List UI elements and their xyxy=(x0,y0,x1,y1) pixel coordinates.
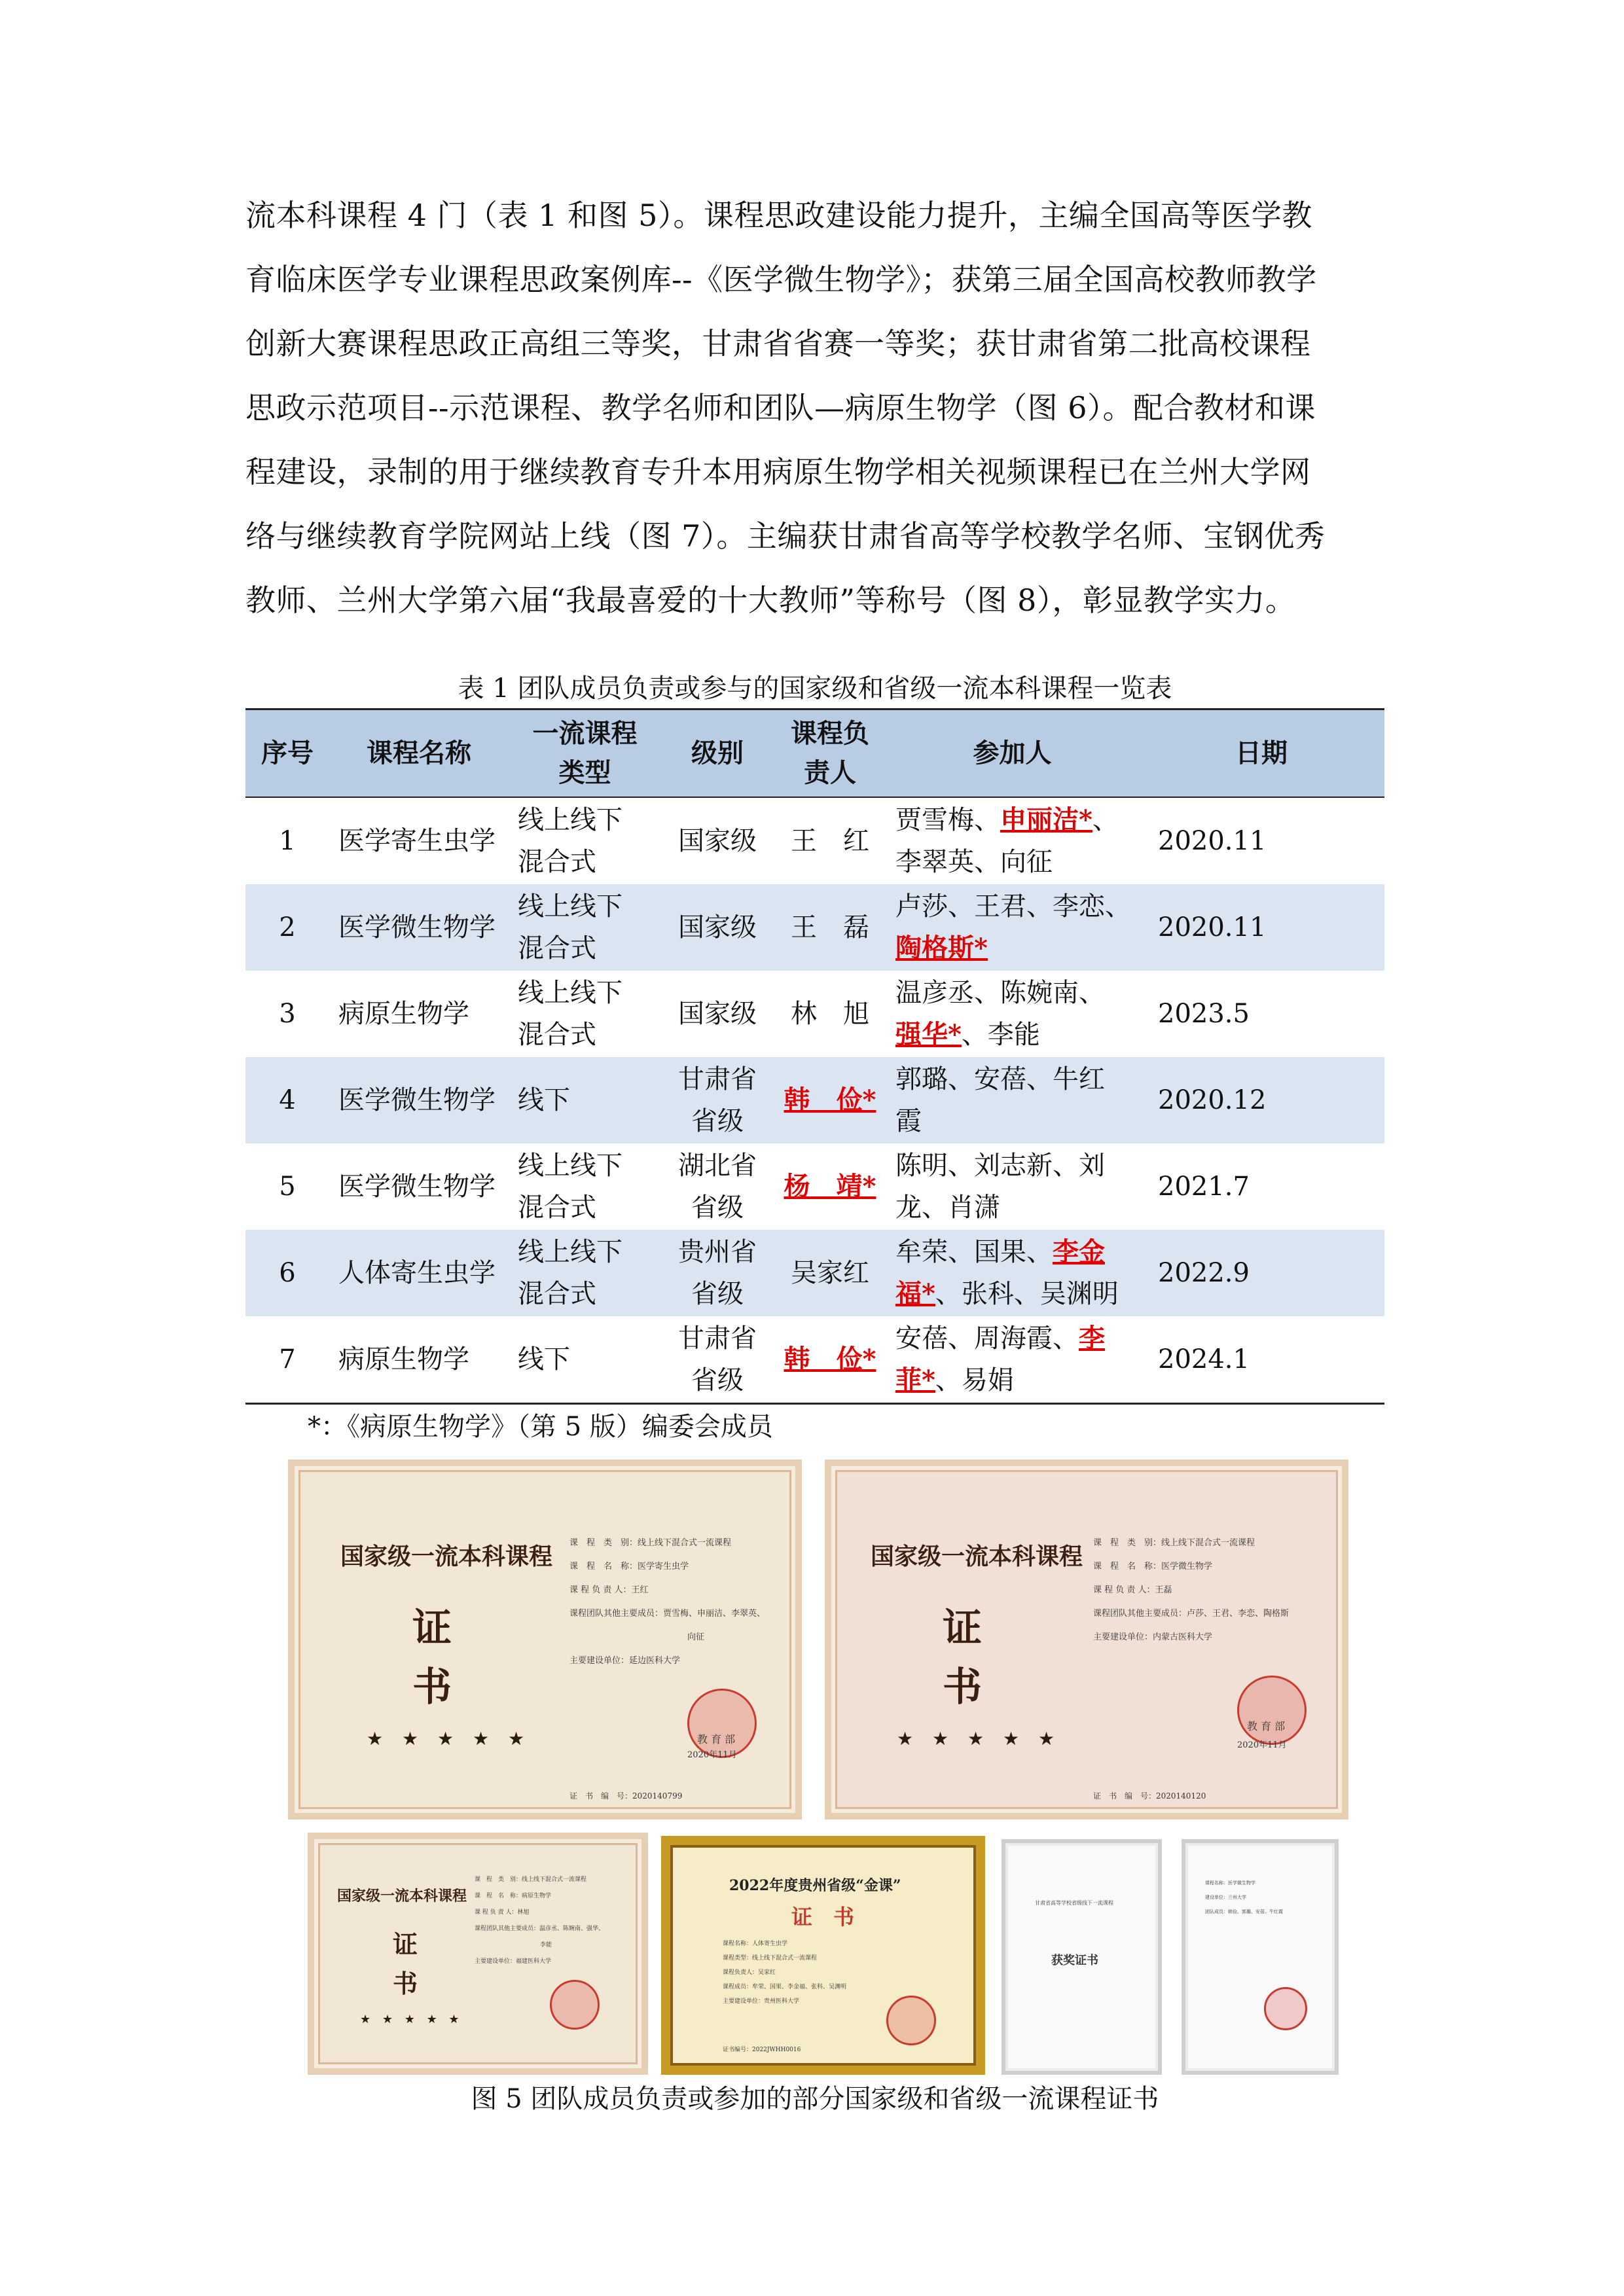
certificate-stars: ★ ★ ★ ★ ★ xyxy=(897,1728,1062,1749)
cell-level: 贵州省 省级 xyxy=(661,1230,774,1316)
paragraph-line: 程建设，录制的用于继续教育专升本用病原生物学相关视频课程已在兰州大学网 xyxy=(245,454,1311,490)
cell-level: 国家级 xyxy=(678,999,757,1029)
table-row xyxy=(245,1143,1384,1230)
cell-name: 人体寄生虫学 xyxy=(329,1230,509,1316)
header-date: 日期 xyxy=(1138,709,1384,798)
certificate-zheng: 证 xyxy=(393,1929,418,1959)
cell-members: 贾雪梅、申丽洁*、 李翠英、向征 xyxy=(895,804,1119,877)
figure-caption: 图 5 团队成员负责或参加的部分国家级和省级一流课程证书 xyxy=(471,2084,1159,2114)
cell-type: 线上线下 混合式 xyxy=(518,978,623,1050)
cell-members: 陈明、刘志新、刘 龙、肖潇 xyxy=(895,1151,1105,1223)
certificate-info: 课程名称：医学微生物学 建设单位：兰州大学 团队成员：韩俭、郭璐、安蓓、牛红霞 xyxy=(1205,1880,1283,1914)
cell-date: 2020.11 xyxy=(1138,884,1384,971)
cell-lead: 杨 靖* xyxy=(784,1171,876,1202)
table-caption: 表 1 团队成员负责或参与的国家级和省级一流本科课程一览表 xyxy=(458,673,1172,704)
certificate-gansu-detail xyxy=(1182,1839,1339,2075)
header-idx: 序号 xyxy=(245,709,329,798)
certificate-subtitle: 证 书 xyxy=(791,1905,855,1929)
table-row xyxy=(245,971,1384,1057)
header-level: 级别 xyxy=(661,709,774,798)
certificate-shu: 书 xyxy=(412,1664,452,1710)
cell-lead: 林 旭 xyxy=(791,999,869,1029)
certificate-info: 课程名称：人体寄生虫学 课程类型：线上线下混合式一流课程 课程负责人：吴家红 课程成员：牟荣、国果、李金福、张科、吴渊明 主要建设单位：贵州医科大学 xyxy=(723,1941,847,2005)
cell-idx: 2 xyxy=(245,884,329,971)
cell-type: 线下 xyxy=(509,1316,661,1404)
certificate-national-3 xyxy=(308,1833,648,2075)
certificate-shu: 书 xyxy=(393,1969,418,1998)
table-footnote: *：《病原生物学》（第 5 版）编委会成员 xyxy=(308,1412,773,1442)
cell-lead: 王 红 xyxy=(791,826,869,856)
cell-date: 2022.9 xyxy=(1138,1230,1384,1316)
cell-date: 2023.5 xyxy=(1158,999,1250,1029)
cell-date: 2021.7 xyxy=(1158,1172,1250,1202)
table-header-row xyxy=(245,709,1384,798)
cell-type: 线上线下 混合式 xyxy=(509,1230,661,1316)
cell-members: 安蓓、周海霞、李 菲*、易娟 xyxy=(886,1316,1138,1404)
cell-level: 甘肃省 省级 xyxy=(661,1057,774,1143)
header-type: 一流课程 类型 xyxy=(509,709,661,798)
cell-lead: 韩 俭* xyxy=(774,1057,886,1143)
cell-name: 病原生物学 xyxy=(338,999,469,1029)
certificate-title: 国家级一流本科课程 xyxy=(337,1888,467,1905)
cell-name: 医学微生物学 xyxy=(338,1172,496,1202)
certificate-national-1 xyxy=(288,1460,802,1820)
cell-idx: 5 xyxy=(279,1172,296,1202)
cell-lead: 吴家红 xyxy=(774,1230,886,1316)
cell-idx: 4 xyxy=(245,1057,329,1143)
cell-idx: 6 xyxy=(245,1230,329,1316)
seal-icon xyxy=(1237,1676,1307,1745)
certificate-stars: ★ ★ ★ ★ ★ xyxy=(367,1728,532,1749)
certificate-info: 课 程 类 别：线上线下混合式一流课程 课 程 名 称：病原生物学 课 程 负 责 人：林旭 课程团队其他主要成员：温彦丞、陈婉南、强华、 李能 主要建设单位：福建医科大学 xyxy=(475,1876,605,1965)
cell-lead: 王 磊 xyxy=(774,884,886,971)
course-table xyxy=(245,708,1384,1405)
certificate-number: 证 书 编 号：2020140799 xyxy=(569,1791,683,1801)
certificate-info: 课 程 类 别：线上线下混合式一流课程 课 程 名 称：医学寄生虫学 课 程 负 责 人：王红 课程团队其他主要成员：贾雪梅、申丽洁、李翠英、 向征 主要建设单位：延边医科大学 xyxy=(569,1538,766,1666)
certificate-gansu-award xyxy=(1001,1839,1162,2075)
cell-type: 线下 xyxy=(509,1057,661,1143)
cell-level: 甘肃省 省级 xyxy=(661,1316,774,1404)
cell-idx: 1 xyxy=(279,826,296,856)
paragraph-line: 育临床医学专业课程思政案例库--《医学微生物学》；获第三届全国高校教师教学 xyxy=(245,262,1317,297)
certificate-zheng: 证 xyxy=(412,1605,452,1651)
certificate-national-2 xyxy=(825,1460,1348,1820)
cell-lead: 韩 俭* xyxy=(774,1316,886,1404)
table-row xyxy=(245,1316,1384,1404)
header-lead: 课程负 责人 xyxy=(774,709,886,798)
cell-members: 牟荣、国果、李金 福*、张科、吴渊明 xyxy=(886,1230,1138,1316)
certificate-number: 证 书 编 号：2020140120 xyxy=(1093,1791,1206,1801)
seal-icon xyxy=(886,1996,936,2045)
header-members: 参加人 xyxy=(886,709,1138,798)
cell-date: 2024.1 xyxy=(1138,1316,1384,1404)
paragraph-line: 思政示范项目--示范课程、教学名师和团队—病原生物学（图 6）。配合教材和课 xyxy=(245,390,1316,425)
certificate-info: 课 程 类 别：线上线下混合式一流课程 课 程 名 称：医学微生物学 课 程 负 责 人：王磊 课程团队其他主要成员：卢莎、王君、李恋、陶格斯 主要建设单位：内蒙古医科大学 xyxy=(1093,1538,1290,1642)
cell-name: 医学微生物学 xyxy=(329,1057,509,1143)
table-row xyxy=(245,884,1384,971)
certificate-title: 国家级一流本科课程 xyxy=(340,1543,553,1570)
paragraph-line: 教师、兰州大学第六届“我最喜爱的十大教师”等称号（图 8），彰显教学实力。 xyxy=(245,583,1296,618)
cell-type: 线上线下 混合式 xyxy=(518,1151,623,1223)
table-row xyxy=(245,1230,1384,1316)
paragraph-line: 流本科课程 4 门（表 1 和图 5）。课程思政建设能力提升，主编全国高等医学教 xyxy=(245,198,1312,233)
certificate-title: 国家级一流本科课程 xyxy=(871,1543,1083,1570)
cell-members: 卢莎、王君、李恋、 陶格斯* xyxy=(886,884,1138,971)
cell-date: 2020.11 xyxy=(1158,826,1267,856)
cell-members: 温彦丞、陈婉南、 强华*、李能 xyxy=(895,978,1105,1050)
seal-text: 教 育 部 xyxy=(697,1733,736,1746)
certificate-zheng: 证 xyxy=(943,1605,982,1651)
certificate-award: 获奖证书 xyxy=(1051,1954,1098,1967)
cell-idx: 3 xyxy=(279,999,296,1029)
cell-level: 国家级 xyxy=(678,826,757,856)
cell-idx: 7 xyxy=(245,1316,329,1404)
cell-name: 病原生物学 xyxy=(329,1316,509,1404)
seal-icon xyxy=(1264,1987,1307,2030)
cell-members: 郭璐、安蓓、牛红 霞 xyxy=(886,1057,1138,1143)
body-paragraph xyxy=(245,183,1384,632)
table-row xyxy=(245,797,1384,884)
header-name: 课程名称 xyxy=(329,709,509,798)
certificate-figure xyxy=(288,1460,1348,2075)
certificate-date: 2020年11月 xyxy=(687,1750,737,1760)
paragraph-line: 创新大赛课程思政正高组三等奖，甘肃省省赛一等奖；获甘肃省第二批高校课程 xyxy=(245,326,1311,361)
cell-type: 线上线下 混合式 xyxy=(518,805,623,877)
certificate-title: 2022年度贵州省级“金课” xyxy=(729,1877,901,1894)
cell-level: 国家级 xyxy=(661,884,774,971)
certificate-shu: 书 xyxy=(943,1664,982,1710)
cell-date: 2020.12 xyxy=(1138,1057,1384,1143)
certificate-number: 证书编号：2022JWHH0016 xyxy=(723,2047,801,2053)
seal-text: 教 育 部 xyxy=(1247,1720,1286,1732)
seal-icon xyxy=(550,1980,600,2030)
paragraph-line: 络与继续教育学院网站上线（图 7）。主编获甘肃省高等学校教学名师、宝钢优秀 xyxy=(245,518,1326,554)
cell-type: 线上线下 混合式 xyxy=(509,884,661,971)
cell-name: 医学寄生虫学 xyxy=(338,826,496,856)
certificate-guizhou xyxy=(661,1836,985,2075)
certificate-stars: ★ ★ ★ ★ ★ xyxy=(360,2013,463,2026)
table-row xyxy=(245,1057,1384,1143)
certificate-date: 2020年11月 xyxy=(1237,1740,1287,1750)
certificate-title: 甘肃省高等学校省级线下一流课程 xyxy=(1035,1900,1113,1906)
cell-level: 湖北省 省级 xyxy=(678,1151,757,1223)
cell-name: 医学微生物学 xyxy=(329,884,509,971)
